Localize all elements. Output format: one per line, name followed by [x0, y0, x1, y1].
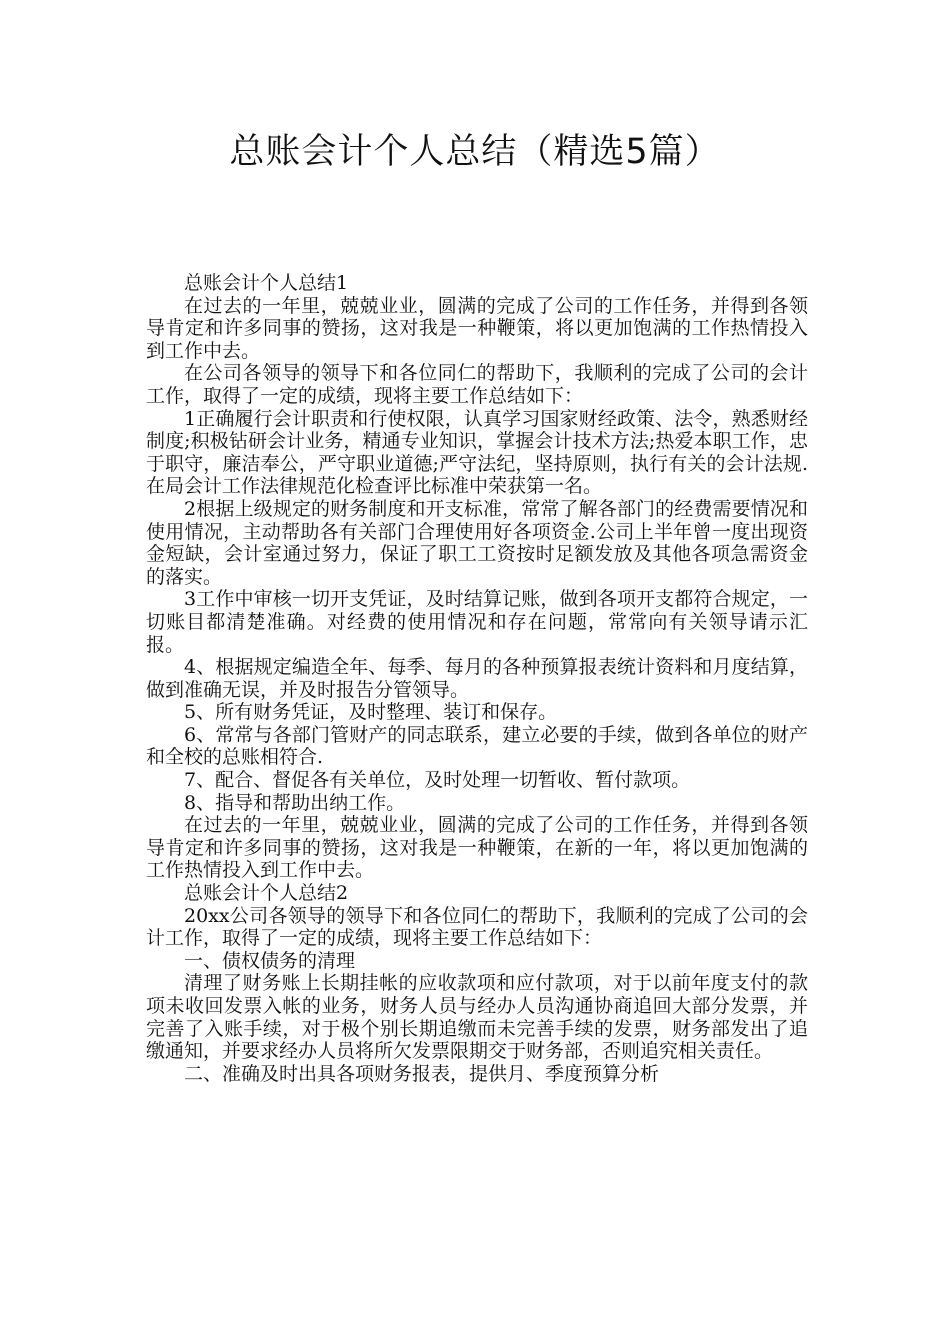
list-item: 3工作中审核一切开支凭证，及时结算记账，做到各项开支都符合规定，一切账目都清楚准确。对经费的使用情况和存在问题，常常向有关领导请示汇报。 — [146, 588, 808, 656]
list-item: 1正确履行会计职责和行使权限，认真学习国家财经政策、法令，熟悉财经制度;积极钻研会计业务，精通专业知识，掌握会计技术方法;热爱本职工作，忠于职守，廉洁奉公，严守职业道德;严守法纪，坚持原则，执行有关的会计法规.在局会计工作法律规范化检查评比标准中荣获第一名。 — [146, 407, 808, 498]
section-heading-1: 总账会计个人总结1 — [184, 272, 349, 294]
subheading: 一、债权债务的清理 — [184, 949, 356, 972]
paragraph: 清理了财务账上长期挂帐的应收款项和应付款项，对于以前年度支付的款项未收回发票入帐的业务，财务人员与经办人员沟通协商追回大部分发票，并完善了入账手续，对于极个别长期追缴而未完善手续的发票，财务部发出了追缴通知，并要求经办人员将所欠发票限期交于财务部，否则追究相关责任。 — [146, 972, 808, 1063]
list-item: 4、根据规定编造全年、每季、每月的各种预算报表统计资料和月度结算，做到准确无误，并及时报告分管领导。 — [146, 656, 808, 701]
section-heading-2: 总账会计个人总结2 — [184, 882, 349, 905]
list-item: 8、指导和帮助出纳工作。 — [184, 791, 406, 814]
list-item: 6、常常与各部门管财产的同志联系，建立必要的手续，做到各单位的财产和全校的总账相符合. — [146, 723, 808, 769]
document-body — [146, 272, 808, 1085]
paragraph: 在过去的一年里，兢兢业业，圆满的完成了公司的工作任务，并得到各领导肯定和许多同事的赞扬，这对我是一种鞭策，在新的一年，将以更加饱满的工作热情投入到工作中去。 — [146, 814, 808, 882]
list-item: 2根据上级规定的财务制度和开支标准，常常了解各部门的经费需要情况和使用情况，主动帮助各有关部门合理使用好各项资金.公司上半年曾一度出现资金短缺，会计室通过努力，保证了职工工资按时足额发放及其他各项急需资金的落实。 — [146, 497, 808, 588]
paragraph: 20xx公司各领导的领导下和各位同仁的帮助下，我顺利的完成了公司的会计工作，取得了一定的成绩，现将主要工作总结如下： — [146, 904, 808, 950]
paragraph: 在过去的一年里，兢兢业业，圆满的完成了公司的工作任务，并得到各领导肯定和许多同事的赞扬，这对我是一种鞭策，将以更加饱满的工作热情投入到工作中去。 — [146, 294, 808, 362]
paragraph: 在公司各领导的领导下和各位同仁的帮助下，我顺利的完成了公司的会计工作，取得了一定的成绩，现将主要工作总结如下： — [146, 362, 808, 407]
document-title: 总账会计个人总结（精选5篇） — [229, 132, 721, 172]
list-item: 7、配合、督促各有关单位，及时处理一切暂收、暂付款项。 — [184, 769, 691, 792]
subheading: 二、准确及时出具各项财务报表，提供月、季度预算分析 — [184, 1062, 660, 1085]
list-item: 5、所有财务凭证，及时整理、装订和保存。 — [184, 701, 558, 724]
